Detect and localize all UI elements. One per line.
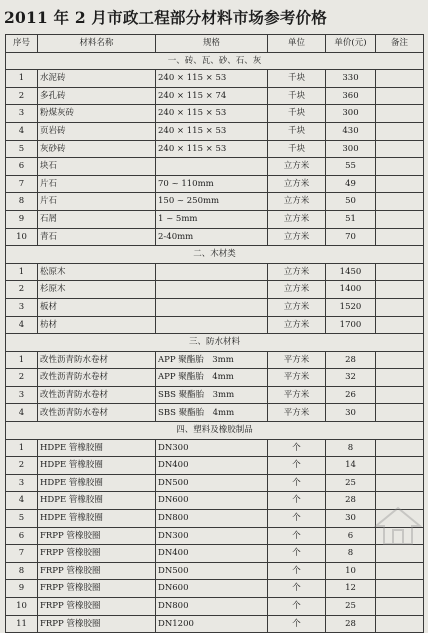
row-number: 3 [6, 298, 38, 316]
table-row [6, 175, 424, 193]
table-row [6, 228, 424, 246]
material-unit: 立方米 [268, 298, 326, 316]
material-price: 8 [326, 439, 376, 457]
row-number: 6 [6, 158, 38, 176]
material-spec: DN1200 [156, 615, 268, 633]
material-price: 10 [326, 562, 376, 580]
row-number: 1 [6, 439, 38, 457]
material-unit: 个 [268, 510, 326, 528]
table-row [6, 210, 424, 228]
row-number: 5 [6, 140, 38, 158]
table-row [6, 580, 424, 598]
material-price: 28 [326, 615, 376, 633]
material-unit: 平方米 [268, 404, 326, 422]
material-note [376, 598, 424, 616]
material-note [376, 316, 424, 334]
material-note [376, 386, 424, 404]
material-unit: 立方米 [268, 263, 326, 281]
material-name: 松原木 [38, 263, 156, 281]
price-table-body [6, 35, 424, 633]
material-name: 改性沥青防水卷材 [38, 404, 156, 422]
material-spec: 240 × 115 × 53 [156, 140, 268, 158]
material-note [376, 562, 424, 580]
table-row [6, 598, 424, 616]
material-name: HDPE 管橡胶圈 [38, 457, 156, 475]
material-note [376, 298, 424, 316]
material-unit: 立方米 [268, 228, 326, 246]
material-spec: DN800 [156, 510, 268, 528]
material-spec: 240 × 115 × 53 [156, 70, 268, 88]
material-note [376, 122, 424, 140]
material-price: 430 [326, 122, 376, 140]
material-unit: 个 [268, 598, 326, 616]
material-name: 杉原木 [38, 281, 156, 299]
col-header-price: 单价(元) [326, 35, 376, 53]
material-price: 51 [326, 210, 376, 228]
material-price: 30 [326, 510, 376, 528]
col-header-name: 材料名称 [38, 35, 156, 53]
section-title: 二、木材类 [6, 246, 424, 264]
material-unit: 个 [268, 492, 326, 510]
material-note [376, 351, 424, 369]
material-unit: 个 [268, 562, 326, 580]
table-row [6, 351, 424, 369]
col-header-spec: 规格 [156, 35, 268, 53]
row-number: 8 [6, 193, 38, 211]
material-name: FRPP 管橡胶圈 [38, 562, 156, 580]
row-number: 7 [6, 175, 38, 193]
material-price: 26 [326, 386, 376, 404]
material-unit: 立方米 [268, 316, 326, 334]
section-row [6, 246, 424, 264]
table-row [6, 193, 424, 211]
material-price: 28 [326, 492, 376, 510]
section-title: 四、塑料及橡胶制品 [6, 422, 424, 440]
material-spec [156, 158, 268, 176]
material-name: FRPP 管橡胶圈 [38, 580, 156, 598]
material-unit: 个 [268, 580, 326, 598]
material-spec [156, 263, 268, 281]
material-price: 1450 [326, 263, 376, 281]
table-row [6, 474, 424, 492]
material-unit: 立方米 [268, 210, 326, 228]
table-row [6, 439, 424, 457]
material-name: HDPE 管橡胶圈 [38, 439, 156, 457]
material-note [376, 263, 424, 281]
material-note [376, 158, 424, 176]
table-row [6, 492, 424, 510]
material-name: 枋材 [38, 316, 156, 334]
material-note [376, 474, 424, 492]
material-price: 360 [326, 87, 376, 105]
material-name: 多孔砖 [38, 87, 156, 105]
material-unit: 平方米 [268, 351, 326, 369]
material-name: FRPP 管橡胶圈 [38, 598, 156, 616]
material-price: 330 [326, 70, 376, 88]
material-unit: 个 [268, 615, 326, 633]
material-spec: 70 ~ 110mm [156, 175, 268, 193]
material-spec: 240 × 115 × 53 [156, 105, 268, 123]
table-row [6, 105, 424, 123]
material-price: 70 [326, 228, 376, 246]
material-unit: 个 [268, 527, 326, 545]
row-number: 9 [6, 580, 38, 598]
material-spec: SBS 聚酯胎 4mm [156, 404, 268, 422]
price-table [5, 34, 424, 633]
row-number: 4 [6, 492, 38, 510]
table-row [6, 87, 424, 105]
material-name: HDPE 管橡胶圈 [38, 492, 156, 510]
material-unit: 千块 [268, 140, 326, 158]
material-price: 14 [326, 457, 376, 475]
material-price: 1700 [326, 316, 376, 334]
material-unit: 平方米 [268, 386, 326, 404]
table-row [6, 263, 424, 281]
material-spec: DN600 [156, 492, 268, 510]
row-number: 4 [6, 122, 38, 140]
row-number: 3 [6, 386, 38, 404]
material-price: 30 [326, 404, 376, 422]
row-number: 10 [6, 228, 38, 246]
table-row [6, 158, 424, 176]
material-spec: APP 聚酯胎 3mm [156, 351, 268, 369]
material-name: 石屑 [38, 210, 156, 228]
material-spec: DN400 [156, 457, 268, 475]
material-spec: 1 ~ 5mm [156, 210, 268, 228]
material-name: 青石 [38, 228, 156, 246]
material-name: 改性沥青防水卷材 [38, 386, 156, 404]
material-note [376, 140, 424, 158]
material-price: 8 [326, 545, 376, 563]
material-note [376, 404, 424, 422]
table-row [6, 140, 424, 158]
material-name: 水泥砖 [38, 70, 156, 88]
material-unit: 千块 [268, 105, 326, 123]
section-title: 一、砖、瓦、砂、石、灰 [6, 52, 424, 70]
material-price: 55 [326, 158, 376, 176]
material-spec: 2-40mm [156, 228, 268, 246]
material-name: FRPP 管橡胶圈 [38, 527, 156, 545]
material-name: 板材 [38, 298, 156, 316]
col-header-unit: 单位 [268, 35, 326, 53]
material-name: 灰砂砖 [38, 140, 156, 158]
table-row [6, 122, 424, 140]
row-number: 9 [6, 210, 38, 228]
material-price: 300 [326, 140, 376, 158]
material-spec: SBS 聚酯胎 3mm [156, 386, 268, 404]
page-title: 2011 年 2 月市政工程部分材料市场参考价格 [4, 8, 327, 27]
row-number: 2 [6, 87, 38, 105]
material-spec: DN500 [156, 562, 268, 580]
material-note [376, 70, 424, 88]
material-name: 页岩砖 [38, 122, 156, 140]
material-unit: 立方米 [268, 158, 326, 176]
table-row [6, 369, 424, 387]
table-row [6, 562, 424, 580]
material-unit: 千块 [268, 122, 326, 140]
material-spec: DN600 [156, 580, 268, 598]
row-number: 8 [6, 562, 38, 580]
material-unit: 立方米 [268, 175, 326, 193]
material-name: 改性沥青防水卷材 [38, 351, 156, 369]
material-price: 50 [326, 193, 376, 211]
material-spec: 150 ~ 250mm [156, 193, 268, 211]
row-number: 1 [6, 351, 38, 369]
watermark-logo-icon [374, 506, 422, 546]
material-name: HDPE 管橡胶圈 [38, 510, 156, 528]
row-number: 6 [6, 527, 38, 545]
material-name: 片石 [38, 193, 156, 211]
table-row [6, 386, 424, 404]
material-note [376, 210, 424, 228]
material-name: HDPE 管橡胶圈 [38, 474, 156, 492]
row-number: 2 [6, 457, 38, 475]
material-note [376, 457, 424, 475]
table-row [6, 510, 424, 528]
table-row [6, 527, 424, 545]
material-price: 25 [326, 598, 376, 616]
material-note [376, 228, 424, 246]
col-header-note: 备注 [376, 35, 424, 53]
material-name: 块石 [38, 158, 156, 176]
table-row [6, 70, 424, 88]
material-note [376, 439, 424, 457]
material-spec: DN800 [156, 598, 268, 616]
material-price: 25 [326, 474, 376, 492]
material-name: 改性沥青防水卷材 [38, 369, 156, 387]
row-number: 2 [6, 281, 38, 299]
material-unit: 千块 [268, 87, 326, 105]
section-row [6, 52, 424, 70]
material-unit: 个 [268, 439, 326, 457]
material-note [376, 369, 424, 387]
table-row [6, 298, 424, 316]
material-unit: 立方米 [268, 281, 326, 299]
table-row [6, 281, 424, 299]
material-price: 49 [326, 175, 376, 193]
material-note [376, 175, 424, 193]
material-price: 12 [326, 580, 376, 598]
material-spec [156, 316, 268, 334]
material-spec: 240 × 115 × 53 [156, 122, 268, 140]
material-note [376, 193, 424, 211]
row-number: 7 [6, 545, 38, 563]
material-name: FRPP 管橡胶圈 [38, 545, 156, 563]
table-row [6, 404, 424, 422]
material-price: 32 [326, 369, 376, 387]
material-note [376, 87, 424, 105]
row-number: 4 [6, 316, 38, 334]
table-row [6, 457, 424, 475]
material-spec [156, 298, 268, 316]
material-unit: 个 [268, 474, 326, 492]
material-note [376, 580, 424, 598]
section-row [6, 422, 424, 440]
row-number: 5 [6, 510, 38, 528]
material-price: 6 [326, 527, 376, 545]
col-header-no: 序号 [6, 35, 38, 53]
material-spec [156, 281, 268, 299]
table-row [6, 316, 424, 334]
section-title: 三、防水材料 [6, 334, 424, 352]
material-note [376, 281, 424, 299]
material-name: 粉煤灰砖 [38, 105, 156, 123]
material-unit: 个 [268, 457, 326, 475]
row-number: 1 [6, 263, 38, 281]
material-price: 300 [326, 105, 376, 123]
material-price: 1400 [326, 281, 376, 299]
material-unit: 平方米 [268, 369, 326, 387]
material-price: 1520 [326, 298, 376, 316]
material-unit: 千块 [268, 70, 326, 88]
header-row [6, 35, 424, 53]
material-note [376, 615, 424, 633]
material-spec: DN300 [156, 527, 268, 545]
section-row [6, 334, 424, 352]
row-number: 11 [6, 615, 38, 633]
material-note [376, 105, 424, 123]
material-price: 28 [326, 351, 376, 369]
material-spec: DN500 [156, 474, 268, 492]
material-spec: 240 × 115 × 74 [156, 87, 268, 105]
material-name: FRPP 管橡胶圈 [38, 615, 156, 633]
row-number: 2 [6, 369, 38, 387]
table-row [6, 615, 424, 633]
material-spec: DN400 [156, 545, 268, 563]
row-number: 10 [6, 598, 38, 616]
row-number: 1 [6, 70, 38, 88]
material-unit: 立方米 [268, 193, 326, 211]
material-spec: APP 聚酯胎 4mm [156, 369, 268, 387]
row-number: 4 [6, 404, 38, 422]
material-name: 片石 [38, 175, 156, 193]
row-number: 3 [6, 474, 38, 492]
row-number: 3 [6, 105, 38, 123]
material-unit: 个 [268, 545, 326, 563]
material-spec: DN300 [156, 439, 268, 457]
